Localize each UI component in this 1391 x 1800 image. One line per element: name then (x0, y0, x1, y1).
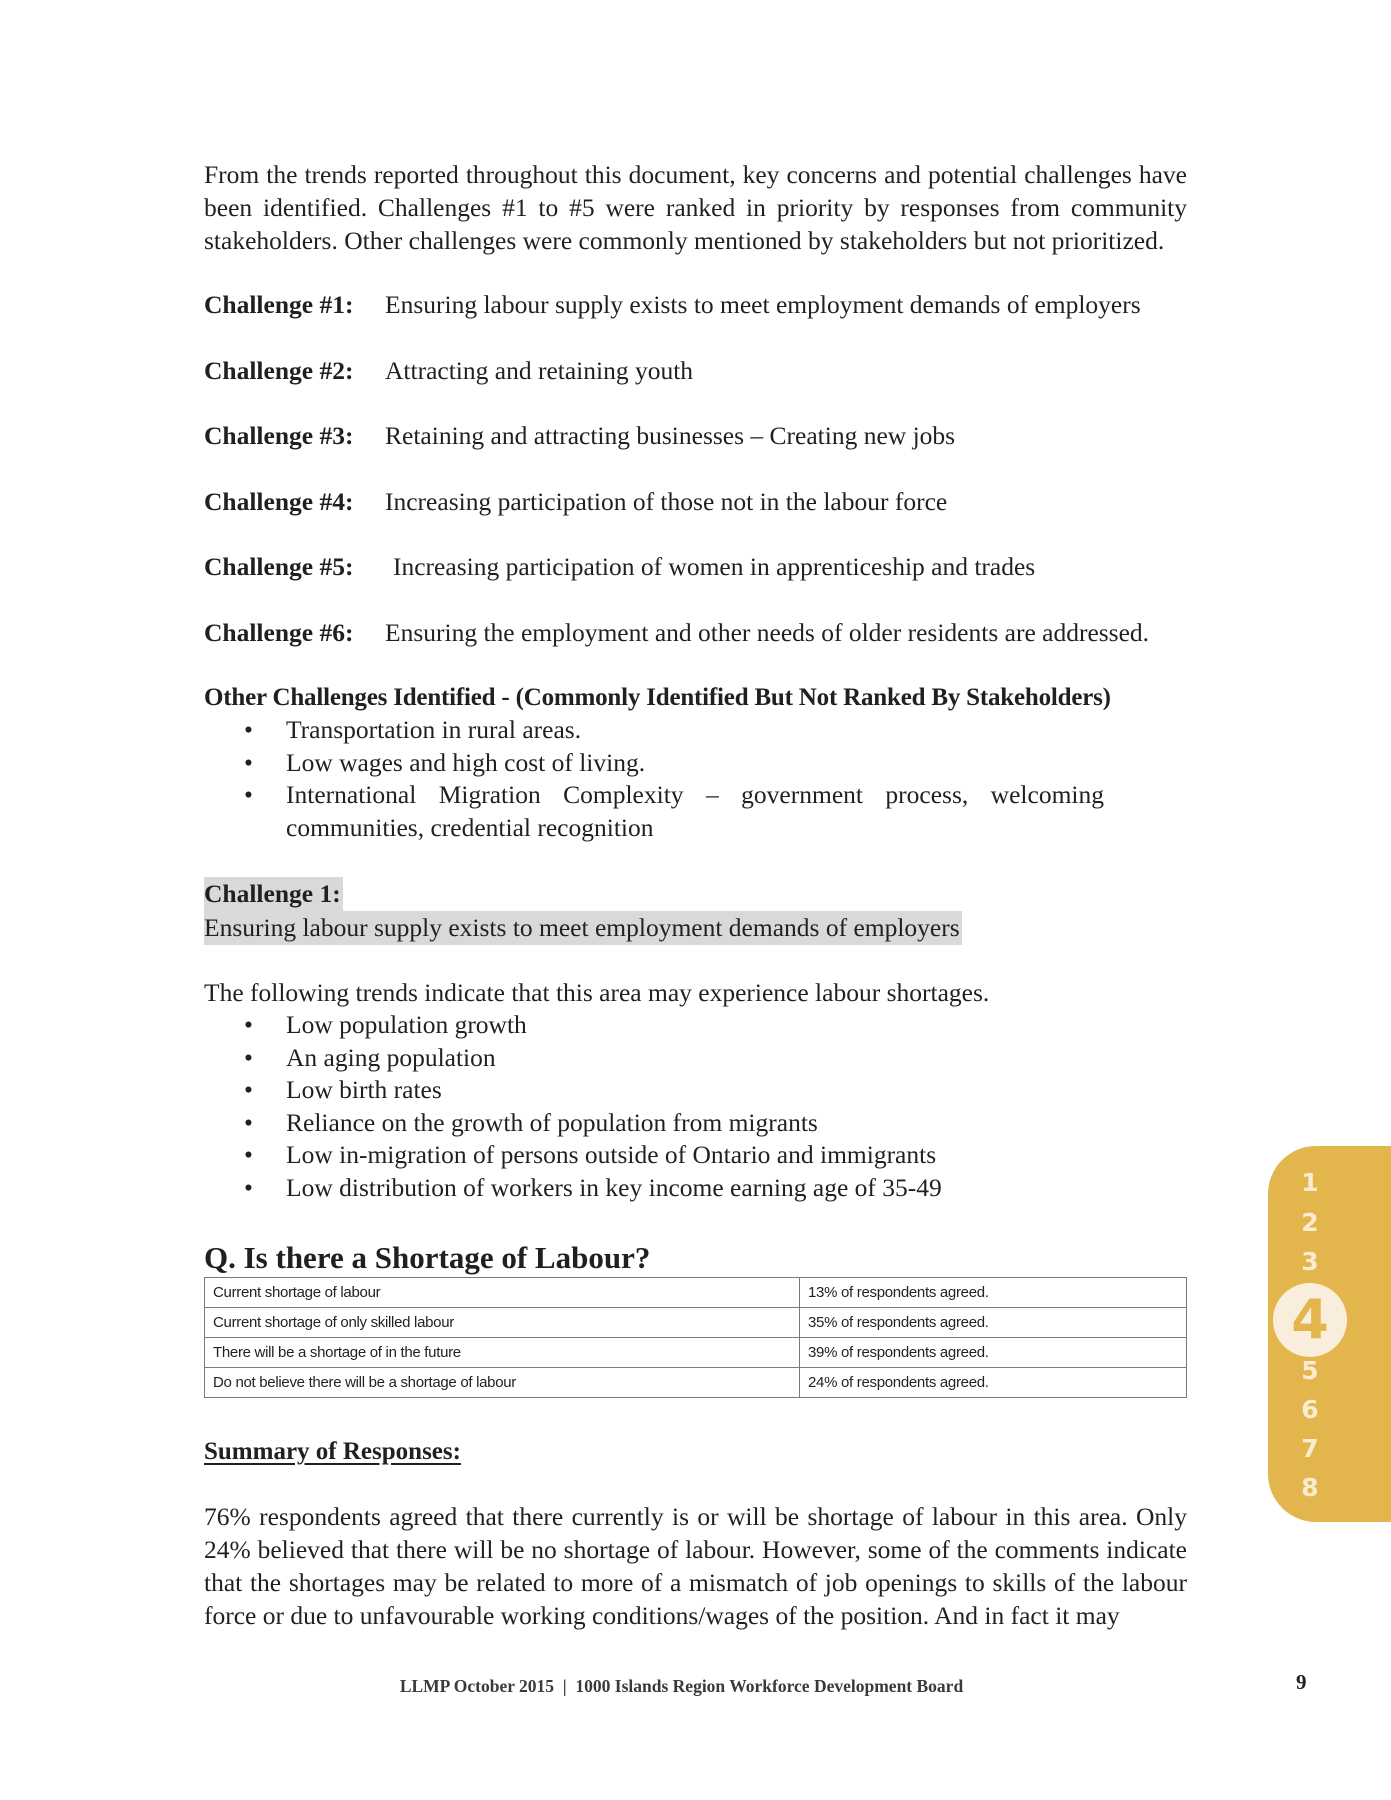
list-item-text: Low birth rates (286, 1075, 442, 1105)
statement-cell: Current shortage of labour (205, 1278, 800, 1308)
list-item-text: Transportation in rural areas. (286, 715, 582, 744)
active-chapter-number: 4 (1291, 1288, 1329, 1351)
statement-cell: There will be a shortage of in the future (205, 1338, 800, 1368)
chapter-link-4-active[interactable] (1273, 1283, 1347, 1357)
challenge-label: Challenge #4: (204, 487, 354, 516)
challenge-description: Ensuring the employment and other needs of older residents are addressed. (385, 618, 1150, 647)
challenge-row-3 (204, 419, 1187, 452)
challenge-description: Retaining and attracting businesses – Creating new jobs (385, 421, 956, 450)
list-item-text: International Migration Complexity – government process, welcoming communities, credential recognition (286, 780, 1104, 842)
challenge-description: Attracting and retaining youth (385, 356, 694, 385)
survey-question-heading: Q. Is there a Shortage of Labour? (204, 1240, 651, 1275)
survey-results-table (204, 1277, 1187, 1398)
chapter-tab (1268, 1146, 1391, 1522)
chapter-link-6[interactable]: 6 (1301, 1395, 1319, 1424)
table-row (205, 1308, 1187, 1338)
challenge-label: Challenge #3: (204, 421, 354, 450)
result-cell: 24% of respondents agreed. (800, 1368, 1187, 1398)
section-title: Challenge 1: (204, 877, 343, 911)
list-item (204, 714, 1104, 747)
summary-paragraph: 76% respondents agreed that there currently is or will be shortage of labour in this area. Only 24% believed that there will be no shortage of labour. However, some of the comments indicate that the shortages may be related to more of a mismatch of job openings to skills of the labour force or due to unfavourable working conditions/wages of the position. And in fact it may (204, 1502, 1187, 1630)
challenge-row-2 (204, 354, 1187, 387)
list-item-text: Low in-migration of persons outside of Ontario and immigrants (286, 1140, 937, 1170)
chapter-link-1[interactable]: 1 (1301, 1168, 1319, 1197)
challenge-description: Increasing participation of those not in the labour force (385, 487, 948, 516)
intro-paragraph: From the trends reported throughout this document, key concerns and potential challenges have been identified. Challenges #1 to #5 were ranked in priority by responses from community stakeholders. Other challenges were commonly mentioned by stakeholders but not prioritized. (204, 160, 1187, 255)
summary-heading: Summary of Responses: (204, 1438, 461, 1465)
bullet-icon: • (244, 1042, 253, 1072)
trends-list (204, 1009, 1104, 1205)
list-item (204, 779, 1104, 844)
bullet-icon: • (244, 1010, 253, 1039)
result-cell: 39% of respondents agreed. (800, 1338, 1187, 1368)
bullet-icon: • (244, 1172, 253, 1202)
list-item-text: Low population growth (286, 1010, 527, 1039)
challenge-row-1 (204, 288, 1187, 321)
bullet-icon: • (244, 1107, 253, 1137)
list-item (204, 1107, 1104, 1140)
list-item (204, 1074, 1104, 1107)
list-item (204, 1042, 1104, 1075)
footer-text: LLMP October 2015 | 1000 Islands Region Workforce Development Board (399, 1676, 964, 1696)
statement-cell: Do not believe there will be a shortage of labour (205, 1368, 800, 1398)
result-cell: 35% of respondents agreed. (800, 1308, 1187, 1338)
list-item-text: An aging population (286, 1042, 496, 1072)
bullet-icon: • (244, 1075, 253, 1105)
table-row (205, 1338, 1187, 1368)
page-footer (0, 1676, 1391, 1697)
list-item (204, 1009, 1104, 1042)
bullet-icon: • (244, 1140, 253, 1170)
chapter-link-3[interactable]: 3 (1301, 1247, 1319, 1276)
chapter-link-2[interactable]: 2 (1301, 1208, 1319, 1237)
page-number: 9 (1296, 1670, 1307, 1694)
other-challenges-heading: Other Challenges Identified - (Commonly Identified But Not Ranked By Stakeholders) (204, 684, 1111, 711)
section-subtitle: Ensuring labour supply exists to meet employment demands of employers (204, 911, 962, 945)
list-item (204, 1172, 1104, 1205)
other-challenges-list (204, 714, 1104, 844)
result-cell: 13% of respondents agreed. (800, 1278, 1187, 1308)
challenge-label: Challenge #1: (204, 290, 354, 319)
bullet-icon: • (244, 747, 253, 777)
list-item-text: Low wages and high cost of living. (286, 747, 646, 777)
table-row (205, 1368, 1187, 1398)
statement-cell: Current shortage of only skilled labour (205, 1308, 800, 1338)
bullet-icon: • (244, 715, 253, 744)
list-item-text: Low distribution of workers in key income earning age of 35-49 (286, 1172, 942, 1202)
chapter-link-5[interactable]: 5 (1301, 1356, 1319, 1385)
challenge-row-6 (204, 616, 1187, 649)
challenge-description: Ensuring labour supply exists to meet employment demands of employers (385, 290, 1141, 319)
chapter-link-8[interactable]: 8 (1301, 1473, 1319, 1502)
list-item-text: Reliance on the growth of population from migrants (286, 1107, 818, 1137)
challenge-row-4 (204, 485, 1187, 518)
challenge-label: Challenge #2: (204, 356, 354, 385)
chapter-link-7[interactable]: 7 (1301, 1434, 1319, 1463)
list-item (204, 747, 1104, 780)
list-item (204, 1139, 1104, 1172)
trends-lead: The following trends indicate that this area may experience labour shortages. (204, 978, 990, 1007)
bullet-icon: • (244, 780, 253, 810)
table-row (205, 1278, 1187, 1308)
challenge-description: Increasing participation of women in apprenticeship and trades (393, 552, 1036, 581)
challenge-label: Challenge #6: (204, 618, 354, 647)
challenge-label: Challenge #5: (204, 552, 354, 581)
challenge-row-5 (204, 550, 1187, 583)
